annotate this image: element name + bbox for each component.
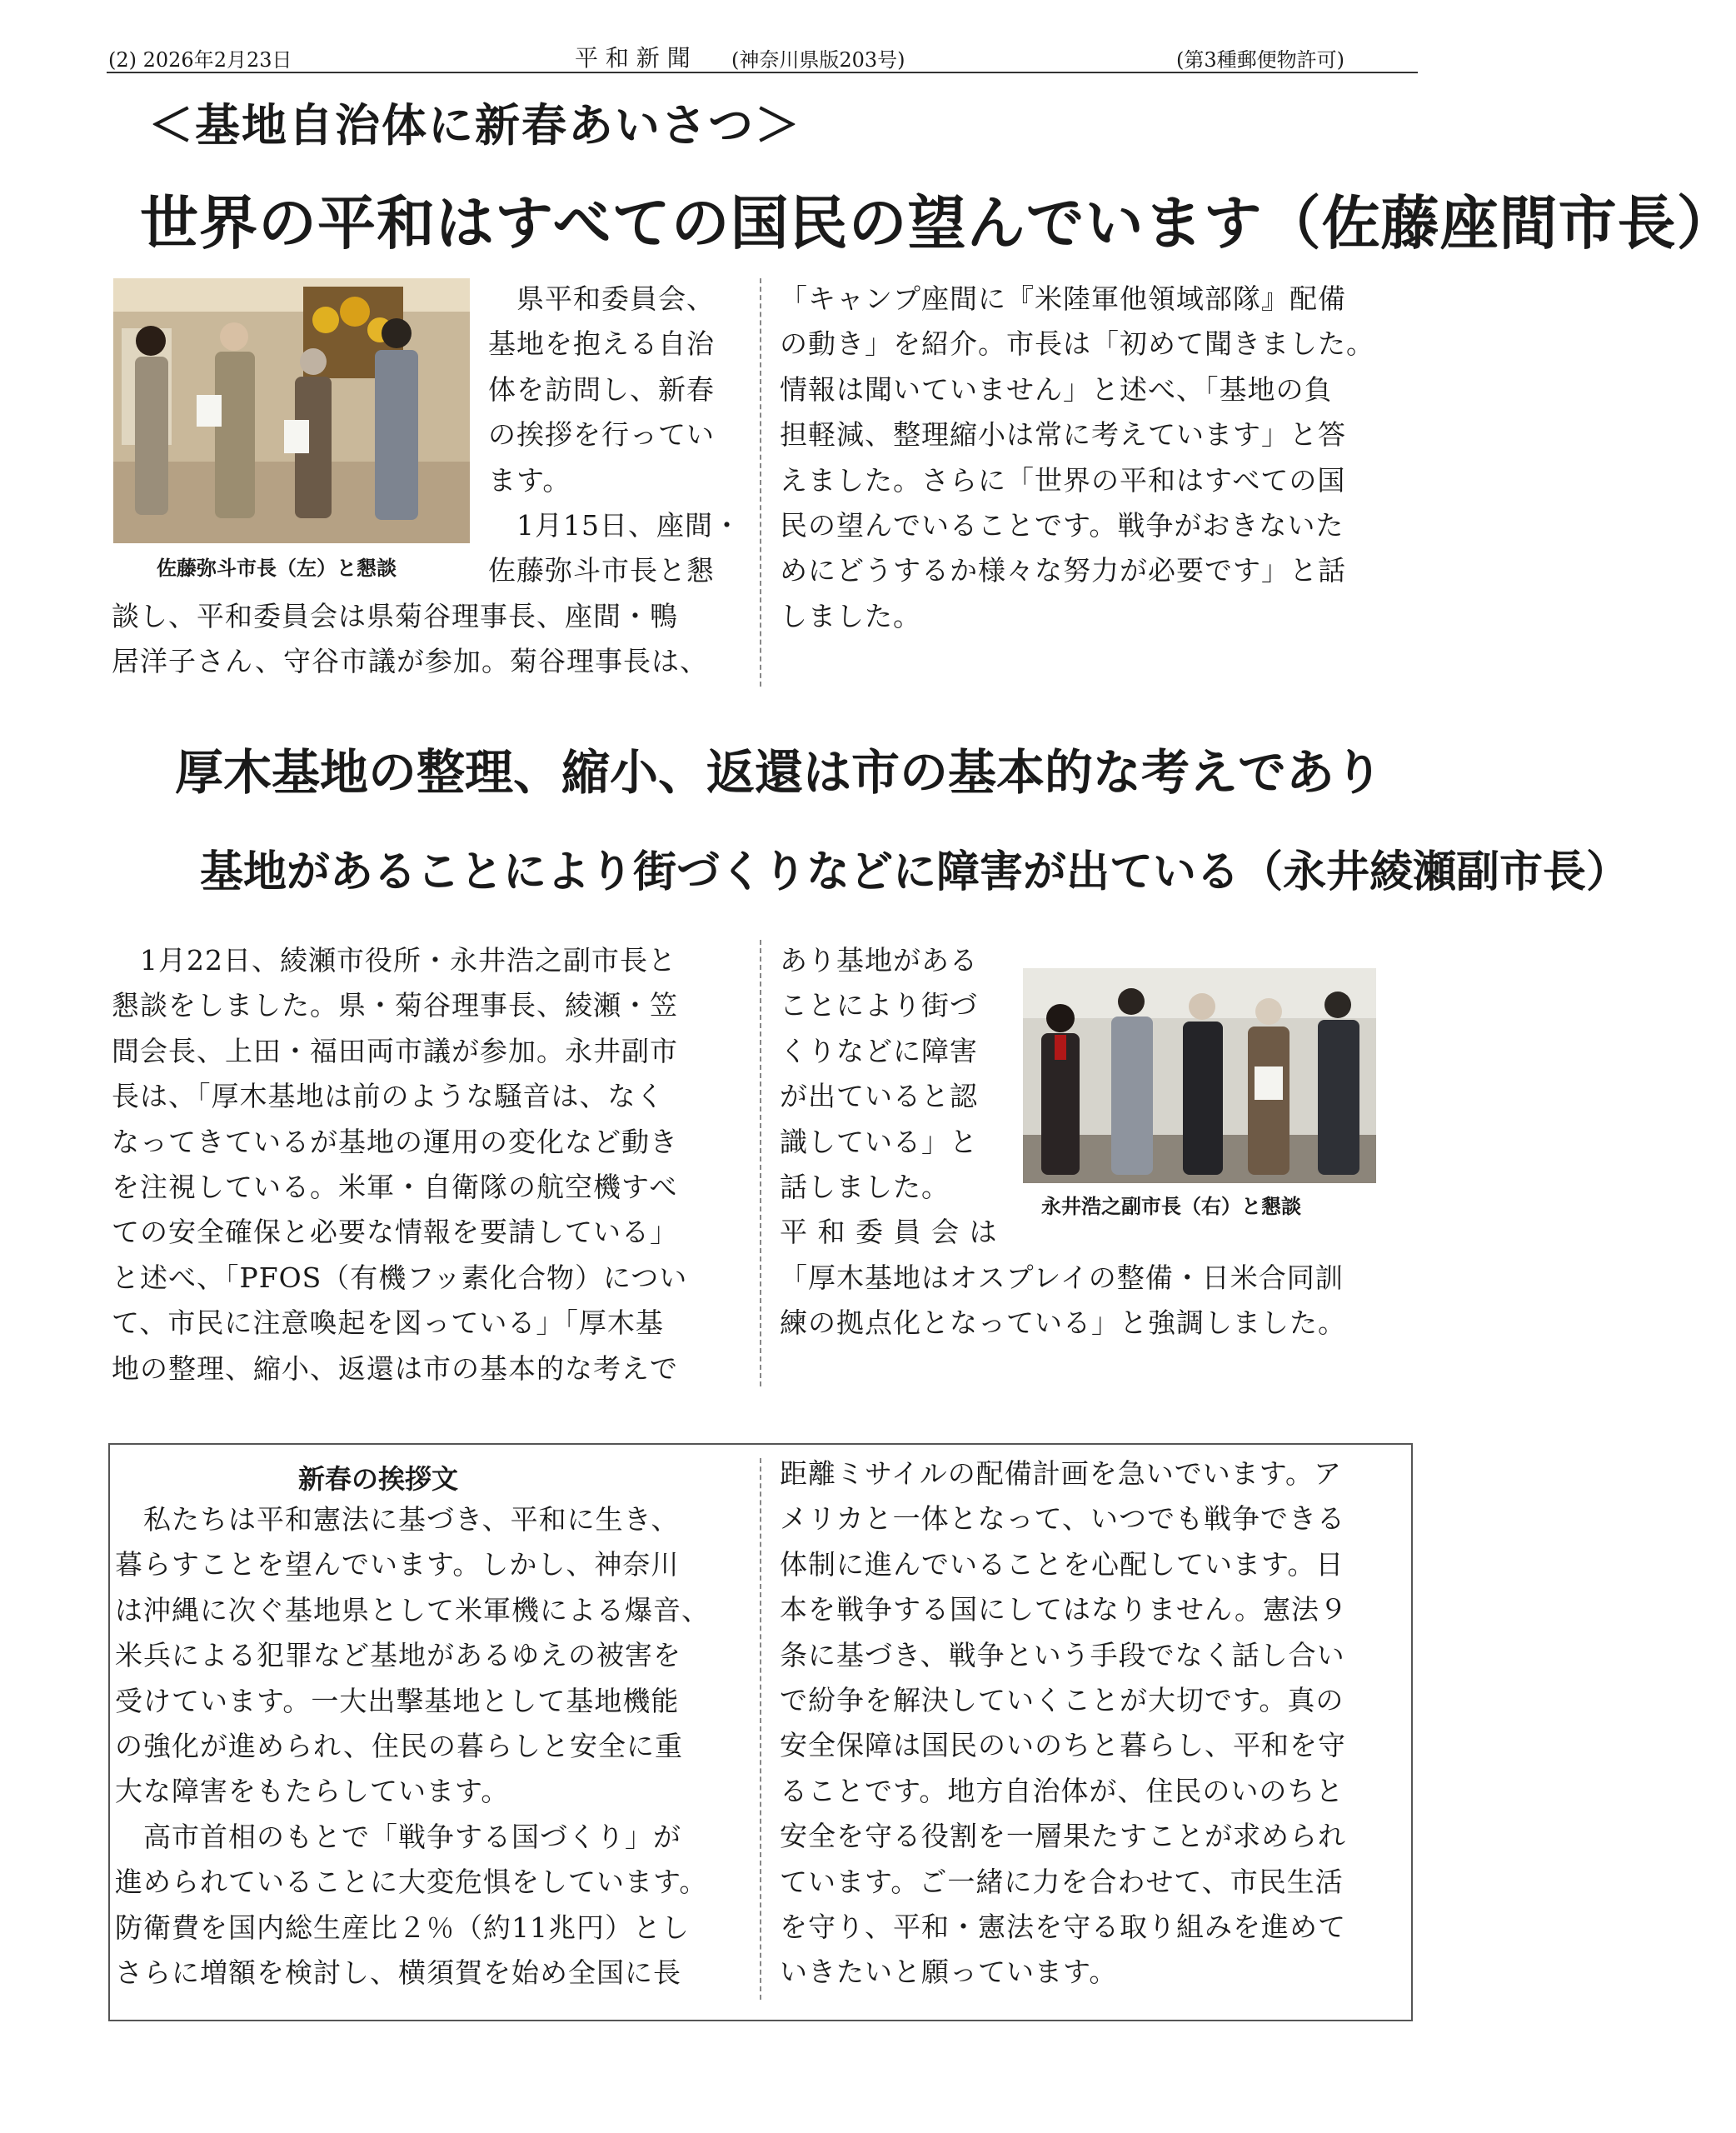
article2-headline-line1: 厚木基地の整理、縮小、返還は市の基本的な考えであり	[175, 744, 1384, 801]
text-line: 「厚木基地はオスプレイの整備・日米合同訓	[780, 1261, 1344, 1294]
text-line: を注視している。米軍・自衛隊の航空機すべ	[112, 1170, 678, 1203]
text-line: 暮らすことを望んでいます。しかし、神奈川	[115, 1548, 680, 1581]
text-line: 担軽減、整理縮小は常に考えています」と答	[780, 418, 1346, 452]
text-line: ことにより街づ	[780, 989, 978, 1022]
article1-headline: 世界の平和はすべての国民の望んでいます（佐藤座間市長）	[140, 189, 1736, 257]
text-line: と述べ、「PFOS（有機フッ素化合物）につい	[112, 1261, 688, 1294]
text-line: 1月15日、座間・	[488, 508, 741, 542]
article2-col-right-short	[780, 938, 997, 1256]
page-date: (2) 2026年2月23日	[108, 48, 292, 72]
article2-photo-caption: 永井浩之副市長（右）と懇談	[1041, 1195, 1301, 1218]
text-line: なってきているが基地の運用の変化など動き	[112, 1125, 678, 1158]
text-line: めにどうするか様々な努力が必要です」と話	[780, 554, 1346, 587]
text-line: ることです。地方自治体が、住民のいのちと	[780, 1774, 1344, 1807]
text-line: の強化が進められ、住民の暮らしと安全に重	[115, 1729, 683, 1762]
text-line: 本を戦争する国にしてはなりません。憲法９	[780, 1593, 1348, 1626]
text-line: メリカと一体となって、いつでも戦争できる	[780, 1502, 1346, 1536]
text-line: 間会長、上田・福田両市議が参加。永井副市	[112, 1034, 678, 1067]
text-line: 体制に進んでいることを心配しています。日	[780, 1547, 1344, 1581]
text-line: 「キャンプ座間に『米陸軍他領域部隊』配備	[780, 282, 1346, 315]
text-line: 距離ミサイルの配備計画を急いでいます。ア	[780, 1457, 1343, 1490]
article2-headline-line2: 基地があることにより街づくりなどに障害が出ている（永井綾瀬副市長）	[200, 847, 1630, 897]
column-divider	[760, 1458, 761, 2000]
text-line: 安全保障は国民のいのちと暮らし、平和を守	[780, 1729, 1346, 1762]
text-line: 受けています。一大出撃基地として基地機能	[115, 1684, 680, 1717]
text-line: 県平和委員会、	[488, 282, 715, 315]
header-divider	[107, 72, 1418, 73]
text-line: 高市首相のもとで「戦争する国づくり」が	[115, 1820, 681, 1853]
text-line: 防衛費を国内総生産比２％（約11兆円）とし	[115, 1911, 690, 1944]
text-line: 条に基づき、戦争という手段でなく話し合い	[780, 1638, 1345, 1671]
text-line: さらに増額を検討し、横須賀を始め全国に長	[115, 1956, 681, 1989]
text-line: 体を訪問し、新春	[488, 372, 715, 406]
section-kicker: ＜基地自治体に新春あいさつ＞	[148, 99, 801, 152]
text-line: 情報は聞いていません」と述べ、「基地の負	[780, 372, 1333, 406]
text-line: 佐藤弥斗市長と懇	[488, 554, 715, 587]
article2-photo	[1023, 968, 1376, 1183]
text-line: ます。	[488, 463, 571, 497]
text-line: 識している」と	[780, 1125, 978, 1158]
column-divider	[760, 278, 761, 687]
text-line: 平 和 委 員 会 は	[780, 1216, 998, 1249]
article1-photo-caption: 佐藤弥斗市長（左）と懇談	[157, 557, 397, 580]
text-line: 大な障害をもたらしています。	[115, 1775, 510, 1808]
article1-photo	[113, 278, 470, 543]
text-line: ています。ご一緒に力を合わせて、市民生活	[780, 1865, 1344, 1898]
text-line: 私たちは平和憲法に基づき、平和に生き、	[115, 1503, 680, 1536]
text-line: くりなどに障害	[780, 1034, 978, 1067]
text-line: て、市民に注意喚起を図っている」「厚木基	[112, 1306, 664, 1340]
text-line: 民の望んでいることです。戦争がおきないた	[780, 508, 1344, 542]
text-line: 練の拠点化となっている」と強調しました。	[780, 1306, 1346, 1340]
text-line: の動き」を紹介。市長は「初めて聞きました。	[780, 327, 1374, 361]
text-line: 話しました。	[780, 1170, 950, 1203]
text-line: 安全を守る役割を一層果たすことが求められ	[780, 1820, 1346, 1853]
text-line: 進められていることに大変危惧をしています。	[115, 1866, 708, 1899]
article1-col-left-full	[112, 594, 708, 685]
text-line: 地の整理、縮小、返還は市の基本的な考えで	[112, 1351, 678, 1385]
text-line: 懇談をしました。県・菊谷理事長、綾瀬・笠	[112, 989, 678, 1022]
article1-col-left-short	[488, 277, 741, 594]
text-line: の挨拶を行ってい	[488, 418, 715, 452]
text-line: あり基地がある	[780, 944, 978, 977]
text-line: 長は、「厚木基地は前のような騒音は、なく	[112, 1080, 665, 1113]
column-divider	[760, 940, 761, 1386]
text-line: が出ていると認	[780, 1080, 978, 1113]
text-line: しました。	[780, 599, 921, 632]
article1-col-right	[780, 277, 1374, 639]
article2-col-right-full	[780, 1256, 1346, 1346]
text-line: いきたいと願っています。	[780, 1956, 1118, 1989]
text-line: ての安全確保と必要な情報を要請している」	[112, 1216, 678, 1249]
paper-name: 平 和 新 聞	[575, 44, 691, 72]
text-line: 1月22日、綾瀬市役所・永井浩之副市長と	[112, 944, 676, 977]
text-line: 談し、平和委員会は県菊谷理事長、座間・鴨	[112, 600, 678, 632]
text-line: 居洋子さん、守谷市議が参加。菊谷理事長は、	[112, 645, 708, 678]
text-line: は沖縄に次ぐ基地県として米軍機による爆音、	[115, 1593, 710, 1626]
article2-col-left	[112, 938, 687, 1391]
postal-permit: (第3種郵便物許可)	[1176, 48, 1344, 72]
text-line: 基地を抱える自治	[488, 327, 715, 361]
greeting-col-right	[780, 1451, 1348, 1996]
text-line: 米兵による犯罪など基地があるゆえの被害を	[115, 1639, 681, 1672]
text-line: を守り、平和・憲法を守る取り組みを進めて	[780, 1910, 1346, 1943]
edition-number: (神奈川県版203号)	[731, 48, 905, 72]
text-line: で紛争を解決していくことが大切です。真の	[780, 1683, 1344, 1716]
greeting-col-left	[115, 1497, 710, 1996]
greeting-title: 新春の挨拶文	[298, 1463, 459, 1495]
text-line: えました。さらに「世界の平和はすべての国	[780, 463, 1346, 497]
